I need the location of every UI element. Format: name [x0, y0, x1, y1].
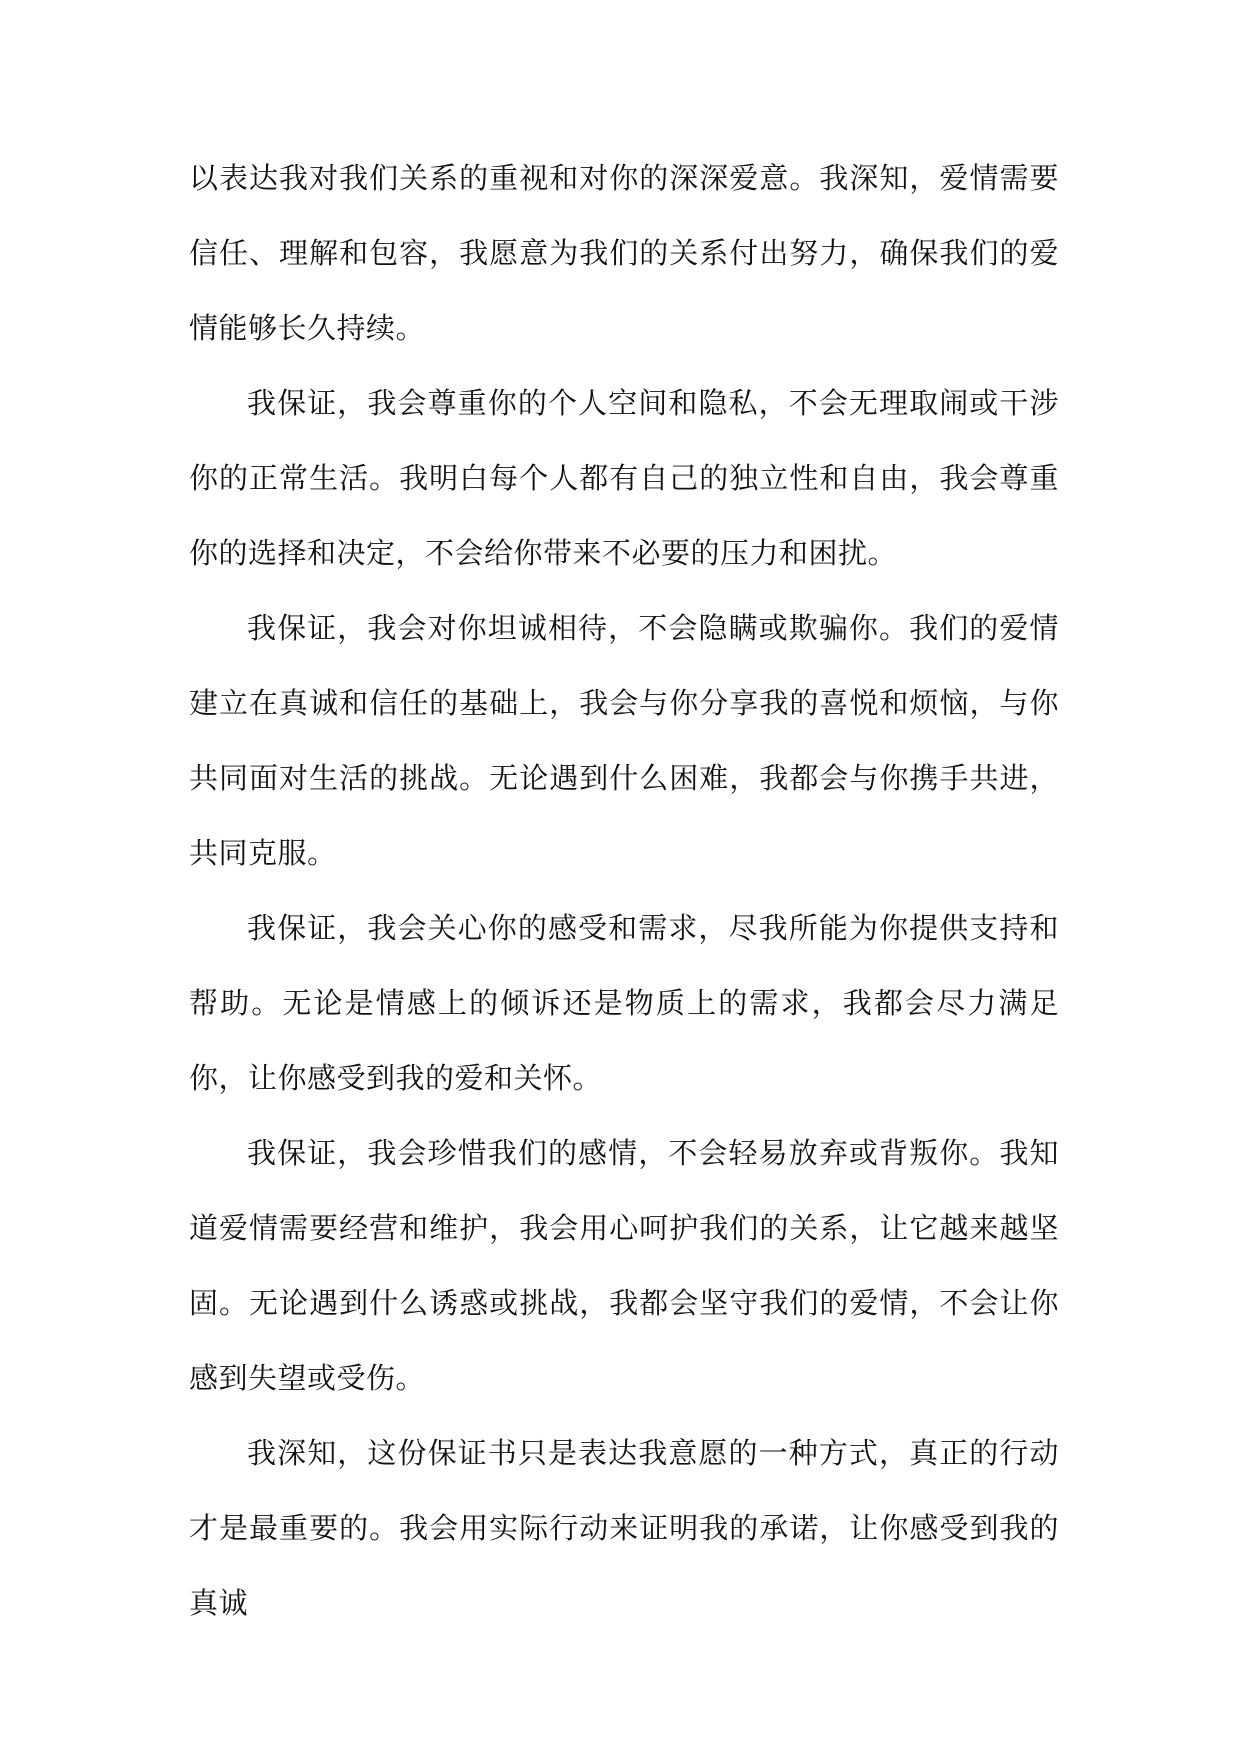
paragraph-cherish: 我保证，我会珍惜我们的感情，不会轻易放弃或背叛你。我知道爱情需要经营和维护，我会用心呵护我们的关系，让它越来越坚固。无论遇到什么诱惑或挑战，我都会坚守我们的爱情，不会让你感到失望或受伤。 [189, 1136, 1059, 1395]
document-body [189, 141, 1059, 1641]
paragraph-support: 我保证，我会关心你的感受和需求，尽我所能为你提供支持和帮助。无论是情感上的倾诉还是物质上的需求，我都会尽力满足你，让你感受到我的爱和关怀。 [189, 911, 1059, 1095]
paragraph-privacy: 我保证，我会尊重你的个人空间和隐私，不会无理取闹或干涉你的正常生活。我明白每个人都有自己的独立性和自由，我会尊重你的选择和决定，不会给你带来不必要的压力和困扰。 [189, 386, 1059, 570]
paragraph-action: 我深知，这份保证书只是表达我意愿的一种方式，真正的行动才是最重要的。我会用实际行动来证明我的承诺，让你感受到我的真诚 [189, 1436, 1059, 1620]
paragraph-continued: 以表达我对我们关系的重视和对你的深深爱意。我深知，爱情需要信任、理解和包容，我愿意为我们的关系付出努力，确保我们的爱情能够长久持续。 [189, 161, 1059, 345]
paragraph-honesty: 我保证，我会对你坦诚相待，不会隐瞒或欺骗你。我们的爱情建立在真诚和信任的基础上，我会与你分享我的喜悦和烦恼，与你共同面对生活的挑战。无论遇到什么困难，我都会与你携手共进，共同克服。 [189, 611, 1059, 870]
